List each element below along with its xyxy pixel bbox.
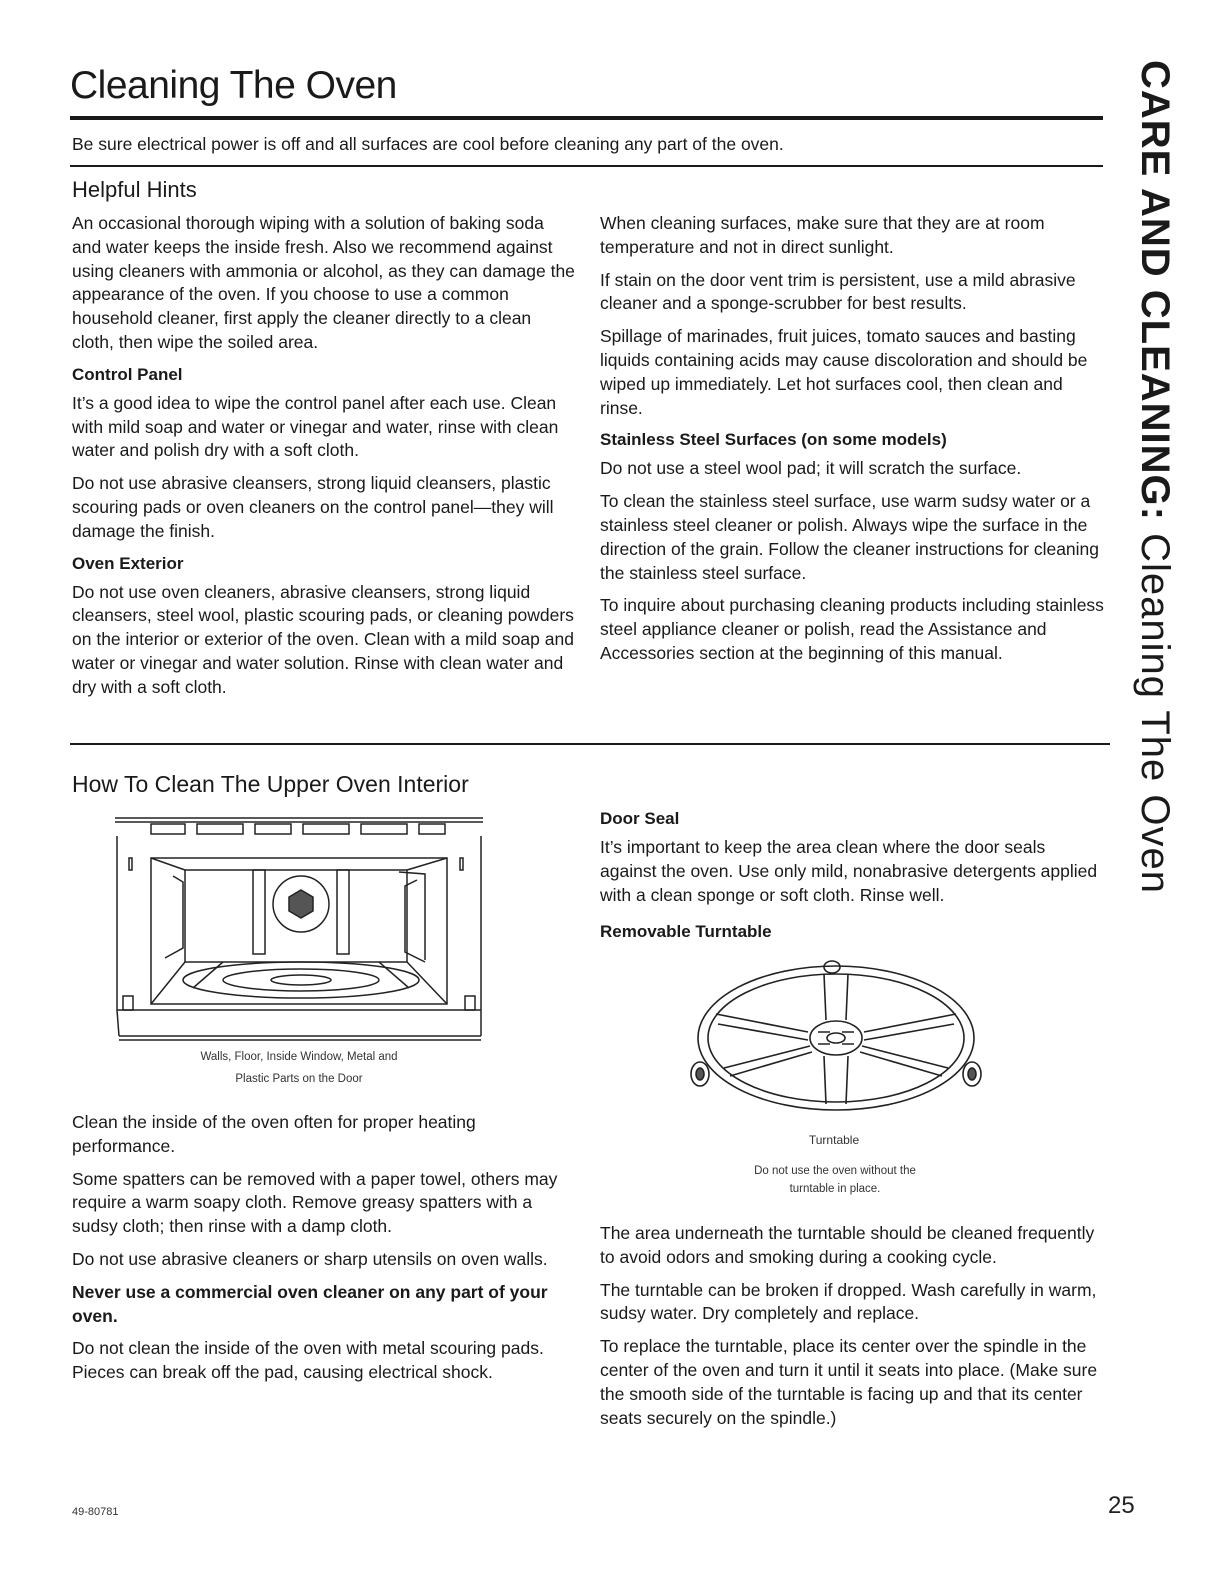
- hints-paragraph: When cleaning surfaces, make sure that they are at room temperature and not in direct sunlight.: [600, 213, 1045, 257]
- intro-text: Be sure electrical power is off and all surfaces are cool before cleaning any part of the oven.: [72, 134, 784, 154]
- section-divider: [70, 743, 1110, 745]
- upper-oven-warning: Never use a commercial oven cleaner on any part of your oven.: [72, 1281, 548, 1326]
- document-code: 49-80781: [72, 1506, 119, 1518]
- title-rule: [70, 116, 1103, 120]
- turntable-paragraph: The turntable can be broken if dropped. Wash carefully in warm, sudsy water. Dry completely and replace.: [600, 1279, 1097, 1324]
- upper-oven-paragraph: Do not clean the inside of the oven with metal scouring pads. Pieces can break off the pad, causing electrical shock.: [72, 1338, 544, 1383]
- stainless-paragraph: To inquire about purchasing cleaning products including stainless steel appliance cleaner or polish, read the Assistance and Accessories section at the beginning of this manual.: [600, 595, 1104, 663]
- hints-paragraph: Spillage of marinades, fruit juices, tomato sauces and basting liquids containing acids may cause discoloration and should be wiped up immediately. Let hot surfaces cool, then clean and rinse.: [600, 326, 1088, 418]
- page-title: Cleaning The Oven: [70, 64, 397, 107]
- turntable-caption-line: Do not use the oven without the: [754, 1165, 916, 1177]
- side-tab-bold: CARE AND CLEANING:: [1133, 60, 1177, 521]
- control-panel-paragraph: It’s a good idea to wipe the control panel after each use. Clean with mild soap and water or vinegar and water, rinse with clean water and polish dry with a soft cloth.: [72, 392, 559, 461]
- turntable-paragraph: The area underneath the turntable should be cleaned frequently to avoid odors and smoking during a cooking cycle.: [600, 1223, 1095, 1267]
- side-tab: [1125, 60, 1185, 895]
- turntable-paragraph: To replace the turntable, place its center over the spindle in the center of the oven and turn it until it seats into place. (Make sure the smooth side of the turntable is facing up and that its center seats securely on the spindle.): [600, 1336, 1098, 1428]
- turntable-caption-line: turntable in place.: [789, 1183, 881, 1195]
- oven-exterior-heading: Oven Exterior: [72, 553, 184, 573]
- oven-caption-line: Walls, Floor, Inside Window, Metal and: [200, 1051, 398, 1063]
- hints-paragraph: An occasional thorough wiping with a solution of baking soda and water keeps the inside fresh. Also we recommend against using cleaners with ammonia or alcohol, as they can damage the appearance of the oven. If you choose to use a common household cleaner, first apply the cleaner directly to a clean cloth, then wipe the soiled area.: [72, 213, 575, 352]
- section-divider: [70, 165, 1103, 167]
- upper-oven-paragraph: Clean the inside of the oven often for proper heating performance.: [72, 1112, 476, 1156]
- page-number: 25: [1108, 1492, 1135, 1519]
- turntable-heading: Removable Turntable: [600, 922, 772, 942]
- hints-right-column: [600, 212, 1105, 675]
- hints-paragraph: If stain on the door vent trim is persistent, use a mild abrasive cleaner and a sponge-scrubber for best results.: [600, 269, 1076, 314]
- oven-caption-line: Plastic Parts on the Door: [235, 1073, 363, 1085]
- oven-exterior-paragraph: Do not use oven cleaners, abrasive cleansers, strong liquid cleansers, steel wool, plastic scouring pads, or cleaning powders on the interior or exterior of the oven. Clean with a mild soap and water or vinegar and water solution. Rinse with clean water and dry with a soft cloth.: [72, 581, 574, 697]
- oven-interior-illustration: [113, 812, 485, 1044]
- door-seal-paragraph: It’s important to keep the area clean where the door seals against the oven. Use only mild, nonabrasive detergents applied with a clean sponge or soft cloth. Rinse well.: [600, 837, 1098, 905]
- door-seal-column: [600, 808, 1105, 949]
- stainless-paragraph: To clean the stainless steel surface, use warm sudsy water or a stainless steel cleaner or polish. Always wipe the surface in the direction of the grain. Follow the cleaner instructions for cleaning the stainless steel surface.: [600, 491, 1100, 583]
- upper-oven-title: How To Clean The Upper Oven Interior: [72, 771, 469, 797]
- turntable-caption: [680, 1162, 990, 1198]
- door-seal-heading: Door Seal: [600, 809, 680, 828]
- upper-oven-paragraph: Some spatters can be removed with a paper towel, others may require a warm soapy cloth. Remove greasy spatters with a sudsy cloth; then rinse with a damp cloth.: [72, 1168, 558, 1237]
- control-panel-paragraph: Do not use abrasive cleansers, strong liquid cleansers, plastic scouring pads or oven cleaners on the control panel—they will damage the finish.: [72, 473, 554, 541]
- helpful-hints-title: Helpful Hints: [72, 177, 197, 202]
- control-panel-heading: Control Panel: [72, 364, 183, 384]
- upper-oven-paragraph: Do not use abrasive cleaners or sharp utensils on oven walls.: [72, 1248, 548, 1269]
- turntable-illustration: [686, 958, 986, 1128]
- stainless-paragraph: Do not use a steel wool pad; it will scratch the surface.: [600, 458, 1022, 479]
- oven-figure-caption: [113, 1046, 485, 1090]
- turntable-column: [600, 1222, 1105, 1439]
- side-tab-light: Cleaning The Oven: [1133, 533, 1177, 895]
- upper-oven-left-column: [72, 1111, 577, 1394]
- hints-left-column: [72, 212, 577, 709]
- stainless-heading: Stainless Steel Surfaces (on some models): [600, 430, 947, 450]
- turntable-label: Turntable: [808, 1133, 860, 1147]
